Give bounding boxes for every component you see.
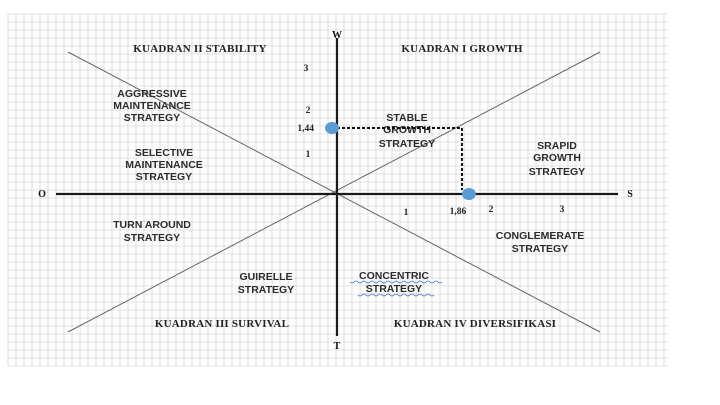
conglomerate-strategy-label <box>496 230 584 255</box>
strategy-line: GROWTH <box>533 152 581 164</box>
point-marker-y-axis <box>325 122 339 134</box>
axis-label-bottom: T <box>333 341 341 352</box>
strategy-line: STRATEGY <box>528 166 586 178</box>
quadrant-1-title: KUADRAN I GROWTH <box>401 43 523 55</box>
y-tick-2: 2 <box>305 106 311 116</box>
strategy-line: STRATEGY <box>237 284 295 296</box>
strategy-line: SELECTIVE <box>134 147 194 159</box>
strategy-line: STRATEGY <box>135 171 193 183</box>
strategy-line: STRATEGY <box>511 243 569 255</box>
strategy-line: CONGLEMERATE <box>495 230 585 242</box>
turn-around-strategy-label <box>113 219 191 244</box>
guirelle-strategy-label <box>238 271 294 296</box>
aggressive-maintenance-strategy-label <box>113 88 191 124</box>
quadrant-3-title: KUADRAN III SURVIVAL <box>154 318 290 330</box>
strategy-line: TURN AROUND <box>113 219 191 231</box>
point-y-value-label: 1,44 <box>297 124 314 135</box>
strategy-line: STRATEGY <box>378 138 436 150</box>
axis-label-left: O <box>38 189 46 200</box>
strategy-line: STRATEGY <box>365 283 423 295</box>
strategy-line: MAINTENANCE <box>125 159 203 171</box>
axis-label-right: S <box>627 189 633 200</box>
strategy-line: STRATEGY <box>123 112 181 124</box>
rapid-growth-strategy-label <box>529 140 585 178</box>
point-marker-x-axis <box>462 188 476 200</box>
selective-maintenance-strategy-label <box>125 147 203 183</box>
x-tick-3: 3 <box>559 205 565 215</box>
quadrant-4-title: KUADRAN IV DIVERSIFIKASI <box>393 318 557 330</box>
point-x-value-label: 1,86 <box>449 207 467 217</box>
strategy-line: AGGRESSIVE <box>117 88 187 100</box>
strategy-line: GUIRELLE <box>239 271 293 283</box>
y-tick-1: 1 <box>305 150 311 160</box>
strategy-line: CONCENTRIC <box>359 270 429 282</box>
strategy-line: STABLE <box>386 112 428 124</box>
x-tick-2: 2 <box>488 205 494 215</box>
strategy-line: MAINTENANCE <box>113 100 191 112</box>
axis-label-top: W <box>332 30 342 41</box>
stable-growth-strategy-label <box>379 112 435 150</box>
y-tick-3: 3 <box>303 64 309 74</box>
concentric-strategy-label <box>350 270 442 296</box>
strategy-line: GROWTH <box>383 124 431 136</box>
x-tick-1: 1 <box>403 208 409 218</box>
quadrant-2-title: KUADRAN II STABILITY <box>133 43 267 55</box>
strategy-line: STRATEGY <box>123 232 181 244</box>
strategy-line: SRAPID <box>537 140 577 152</box>
